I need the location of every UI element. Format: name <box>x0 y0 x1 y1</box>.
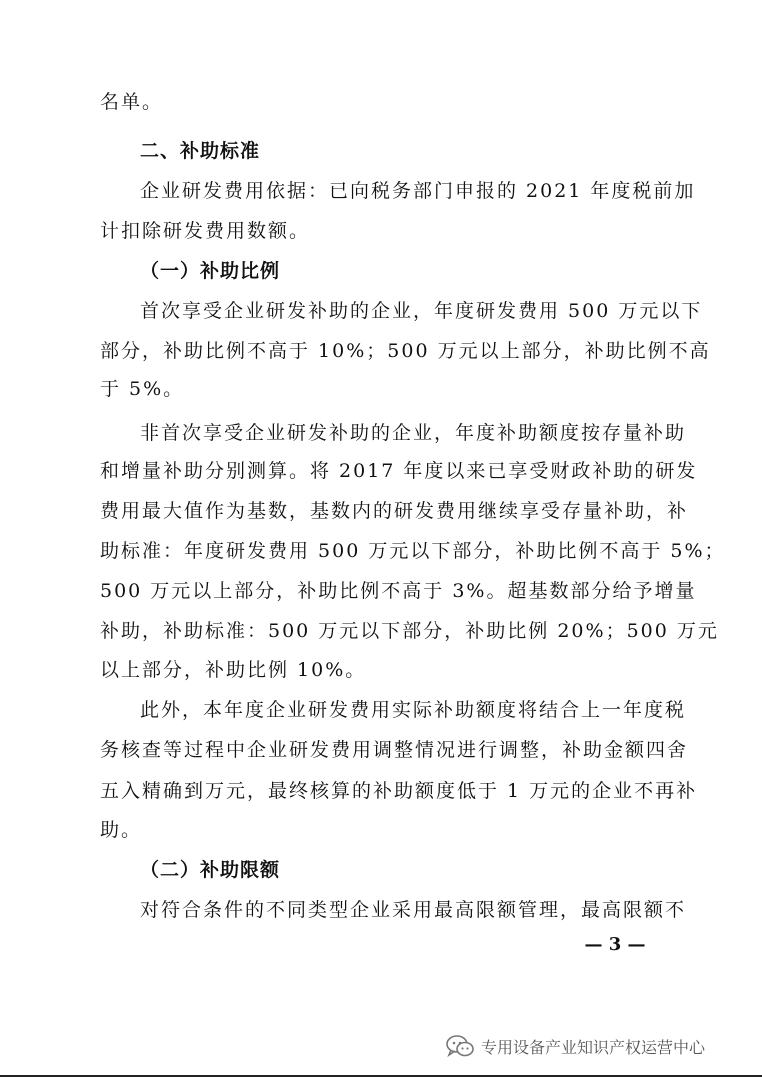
page-number: — 3 — <box>584 934 646 955</box>
section-heading: 二、补助标准 <box>140 140 261 162</box>
text-line: 以上部分，补助比例 10%。 <box>100 659 367 681</box>
text-line: 首次享受企业研发补助的企业，年度研发费用 500 万元以下 <box>140 300 703 322</box>
text-line: 此外，本年度企业研发费用实际补助额度将结合上一年度税 <box>140 699 687 721</box>
text-line: 名单。 <box>100 91 164 113</box>
watermark-text: 专用设备产业知识产权运营中心 <box>481 1037 706 1057</box>
text-line: 部分，补助比例不高于 10%；500 万元以上部分，补助比例不高 <box>100 340 711 362</box>
text-line: 费用最大值作为基数，基数内的研发费用继续享受存量补助，补 <box>100 500 689 522</box>
wechat-icon <box>445 1033 475 1059</box>
text-line: 务核查等过程中企业研发费用调整情况进行调整，补助金额四舍 <box>100 739 689 761</box>
text-line: 助标准：年度研发费用 500 万元以下部分，补助比例不高于 5%； <box>100 540 726 562</box>
text-line: 500 万元以上部分，补助比例不高于 3%。超基数部分给予增量 <box>100 580 697 602</box>
text-line: 企业研发费用依据：已向税务部门申报的 2021 年度税前加 <box>140 180 696 202</box>
text-line: 五入精确到万元，最终核算的补助额度低于 1 万元的企业不再补 <box>100 780 698 802</box>
subsection-heading: （一）补助比例 <box>140 260 281 282</box>
text-line: 补助，补助标准：500 万元以下部分，补助比例 20%；500 万元 <box>100 620 719 642</box>
text-line: 计扣除研发费用数额。 <box>100 220 311 242</box>
bottom-border <box>0 1075 762 1077</box>
wechat-watermark <box>445 1028 705 1064</box>
subsection-heading: （二）补助限额 <box>140 859 281 881</box>
text-line: 于 5%。 <box>100 378 185 400</box>
text-line: 非首次享受企业研发补助的企业，年度补助额度按存量补助 <box>140 422 687 444</box>
text-line: 助。 <box>100 819 143 841</box>
text-line: 和增量补助分别测算。将 2017 年度以来已享受财政补助的研发 <box>100 460 698 482</box>
text-line: 对符合条件的不同类型企业采用最高限额管理，最高限额不 <box>140 899 687 921</box>
